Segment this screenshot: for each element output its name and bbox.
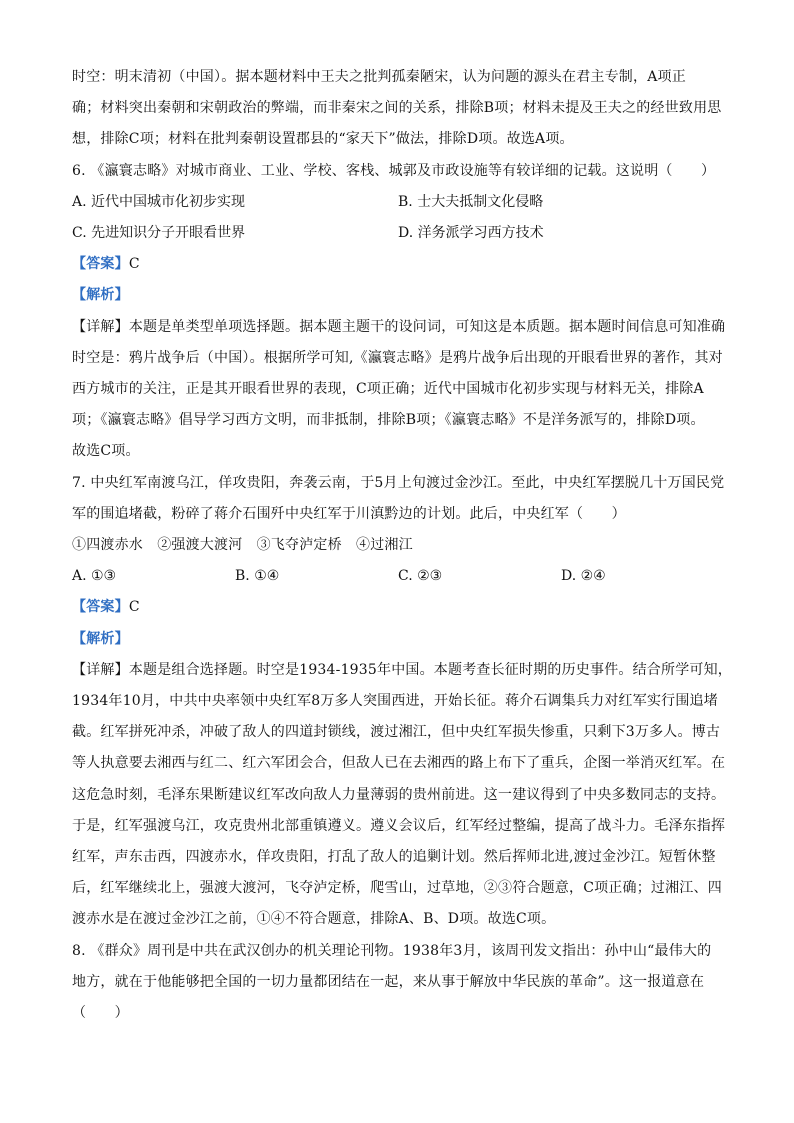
answer-option: B. 士大夫抵制文化侵略 [398, 193, 544, 210]
text-line: ①四渡赤水 ②强渡大渡河 ③飞夺泸定桥 ④过湘江 [72, 537, 413, 554]
answer-line [72, 592, 724, 623]
text-line: 确；材料突出秦朝和宋朝政治的弊端，而非秦宋之间的关系，排除B项；材料未提及王夫之的经世致用思 [72, 100, 722, 117]
answer-label: 【答案】 [72, 256, 129, 273]
analysis-heading [72, 280, 724, 311]
detail-label: 【详解】 [72, 661, 129, 678]
text-line: 项；《瀛寰志略》倡导学习西方文明，而非抵制，排除B项；《瀛寰志略》不是洋务派写的，排除D项。 [72, 412, 705, 429]
text-line: 后，红军继续北上，强渡大渡河，飞夺泸定桥，爬雪山，过草地，②③符合题意，C项正确；过湘江、四 [72, 880, 722, 897]
text-line: 6. 《瀛寰志略》对城市商业、工业、学校、客栈、城郭及市政设施等有较详细的记载。这说明（ ） [72, 162, 716, 179]
text-line: 想，排除C项；材料在批判秦朝设置郡县的“家天下”做法，排除D项。故选A项。 [72, 131, 574, 148]
answer-option: C. 先进知识分子开眼看世界 [72, 225, 246, 242]
answer-option: A. 近代中国城市化初步实现 [72, 193, 246, 210]
analysis-label: 【解析】 [72, 287, 129, 304]
detail-line [72, 655, 732, 686]
text-line: 截。红军拼死冲杀，冲破了敌人的四道封锁线，渡过湘江，但中央红军损失惨重，只剩下3万多人。博古 [72, 724, 721, 741]
text-line: 7. 中央红军南渡乌江，佯攻贵阳，奔袭云南，于5月上旬渡过金沙江。至此，中央红军摆脱几十万国民党 [72, 474, 725, 491]
text-line: （ ） [72, 1005, 129, 1022]
detail-text: 本题是组合选择题。时空是1934-1935年中国。本题考查长征时期的历史事件。结合所学可知， [128, 661, 732, 678]
detail-label: 【详解】 [72, 318, 129, 335]
text-line: 地方，就在于他能够把全国的一切力量都团结在一起，来从事于解放中华民族的革命”。这一报道意在 [72, 973, 705, 990]
text-line: 等人执意要去湘西与红二、红六军团会合，但敌人已在去湘西的路上布下了重兵，企图一举消灭红军。在 [72, 755, 726, 772]
text-line: 这危急时刻，毛泽东果断建议红军改向敌人力量薄弱的贵州前进。这一建议得到了中央多数同志的支持。 [72, 786, 726, 803]
answer-line [72, 249, 724, 280]
answer-value: C [128, 256, 140, 273]
answer-label: 【答案】 [72, 599, 129, 616]
text-line: 西方城市的关注，正是其开眼看世界的表现，C项正确；近代中国城市化初步实现与材料无关，排除A [72, 381, 704, 398]
detail-text: 本题是单类型单项选择题。据本题主题干的设问词，可知这是本质题。据本题时间信息可知准确 [128, 318, 726, 335]
answer-option: D. 洋务派学习西方技术 [398, 225, 544, 242]
text-line: 8. 《群众》周刊是中共在武汉创办的机关理论刊物。1938年3月，该周刊发文指出：孙中山“最伟大的 [72, 942, 712, 959]
answer-value: C [128, 599, 140, 616]
text-line: 军的围追堵截，粉碎了蒋介石围歼中央红军于川滇黔边的计划。此后，中央红军（ ） [72, 505, 626, 522]
option-row [72, 218, 724, 249]
text-line: 渡赤水是在渡过金沙江之前，①④不符合题意，排除A、B、D项。故选C项。 [72, 911, 556, 928]
answer-option: C. ②③ [398, 568, 443, 585]
text-line: 故选C项。 [72, 443, 140, 460]
text-line: 1934年10月，中共中央率领中央红军8万多人突围西进，开始长征。蒋介石调集兵力对红军实行围追堵 [72, 693, 718, 710]
document-page [72, 62, 732, 1029]
answer-option: A. ①③ [72, 568, 117, 585]
answer-option: B. ①④ [235, 568, 280, 585]
answer-option: D. ②④ [561, 568, 606, 585]
analysis-label: 【解析】 [72, 630, 129, 647]
analysis-heading [72, 624, 724, 655]
text-line: 于是，红军强渡乌江，攻克贵州北部重镇遵义。遵义会议后，红军经过整编，提高了战斗力。毛泽东指挥 [72, 817, 726, 834]
text-line: 时空：明末清初（中国）。据本题材料中王夫之批判孤秦陋宋，认为问题的源头在君主专制，A项正 [72, 69, 686, 85]
option-row [72, 561, 724, 592]
detail-line [72, 312, 724, 343]
text-line: 时空是：鸦片战争后（中国）。根据所学可知,《瀛寰志略》是鸦片战争后出现的开眼看世界的著作，其对 [72, 349, 723, 366]
option-row [72, 187, 724, 218]
text-line: 红军，声东击西，四渡赤水，佯攻贵阳，打乱了敌人的追剿计划。然后挥师北进,渡过金沙江。短暂休整 [72, 849, 716, 866]
